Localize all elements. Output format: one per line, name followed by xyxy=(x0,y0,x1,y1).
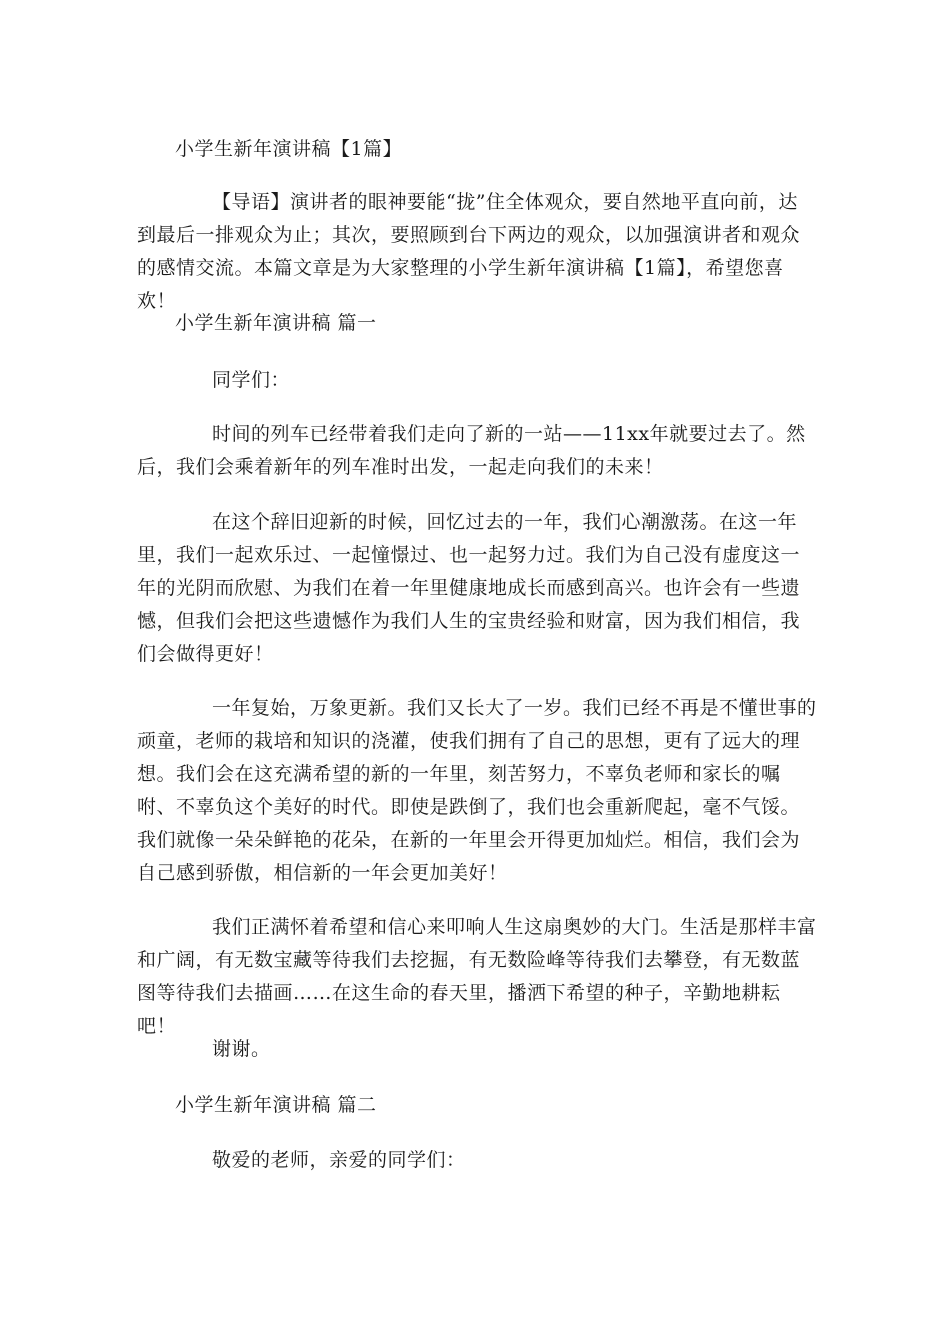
document-title: 小学生新年演讲稿【1篇】 xyxy=(175,138,403,160)
intro-paragraph: 【导语】演讲者的眼神要能“拢”住全体观众，要自然地平直向前，达到最后一排观众为止；其次，要照顾到台下两边的观众，以加强演讲者和观众的感情交流。本篇文章是为大家整理的小学生新年演讲稿【1篇】，希望您喜欢！ xyxy=(137,191,801,312)
section1-paragraph: 我们正满怀着希望和信心来叩响人生这扇奥妙的大门。生活是那样丰富和广阔，有无数宝藏等待我们去挖掘，有无数险峰等待我们去攀登，有无数蓝图等待我们去描画……在这生命的春天里，播洒下希望的种子，辛勤地耕耘吧！ xyxy=(137,916,817,1037)
section2-heading: 小学生新年演讲稿 篇二 xyxy=(175,1094,377,1116)
section1-heading: 小学生新年演讲稿 篇一 xyxy=(175,312,377,334)
section1-paragraph: 一年复始，万象更新。我们又长大了一岁。我们已经不再是不懂世事的顽童，老师的栽培和知识的浇灌，使我们拥有了自己的思想，更有了远大的理想。我们会在这充满希望的新的一年里，刻苦努力，不辜负老师和家长的嘱咐、不辜负这个美好的时代。即使是跌倒了，我们也会重新爬起，毫不气馁。我们就像一朵朵鲜艳的花朵，在新的一年里会开得更加灿烂。相信，我们会为自己感到骄傲，相信新的一年会更加美好！ xyxy=(137,697,817,884)
section1-closing: 谢谢。 xyxy=(212,1038,271,1060)
section1-salutation: 同学们： xyxy=(212,369,291,391)
section1-paragraph: 在这个辞旧迎新的时候，回忆过去的一年，我们心潮激荡。在这一年里，我们一起欢乐过、一起憧憬过、也一起努力过。我们为自己没有虚度这一年的光阴而欣慰、为我们在着一年里健康地成长而感到高兴。也许会有一些遗憾，但我们会把这些遗憾作为我们人生的宝贵经验和财富，因为我们相信，我们会做得更好！ xyxy=(137,511,801,665)
section1-paragraph: 时间的列车已经带着我们走向了新的一站——11xx年就要过去了。然后，我们会乘着新年的列车准时出发，一起走向我们的未来！ xyxy=(137,423,806,478)
section2-salutation: 敬爱的老师，亲爱的同学们： xyxy=(212,1149,466,1171)
